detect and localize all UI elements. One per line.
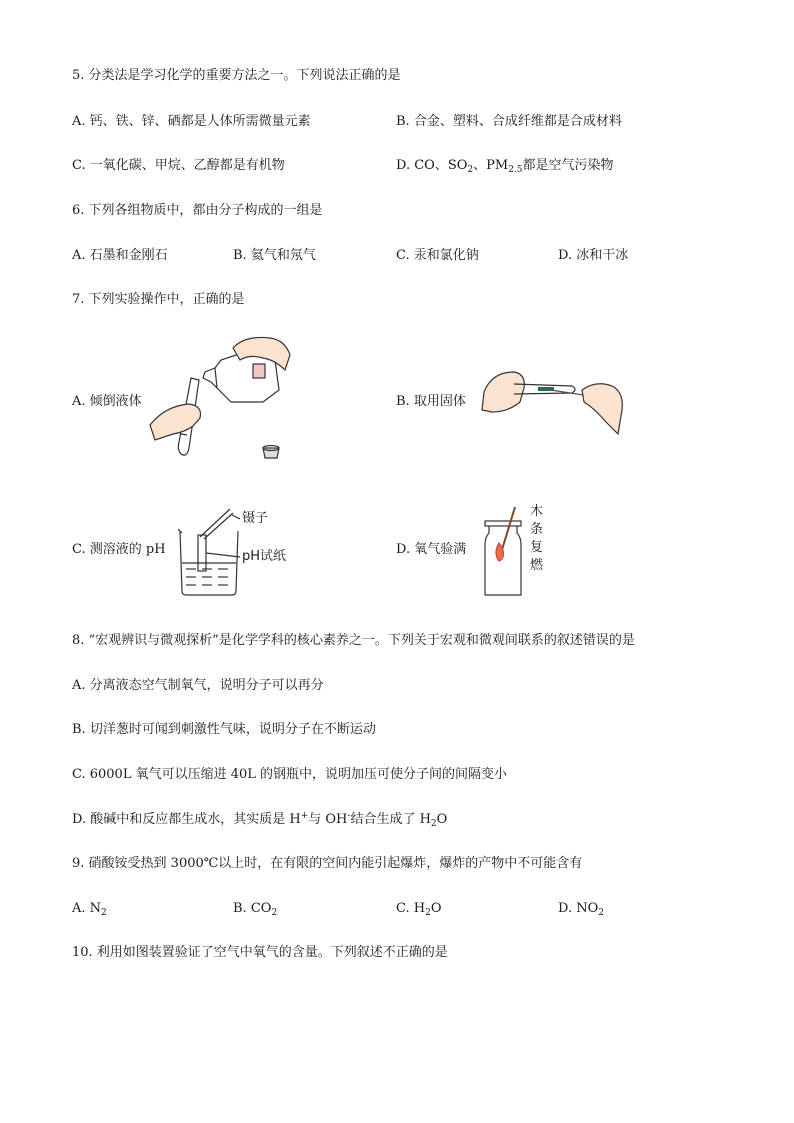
q6-option-c: C. 汞和氯化钠 — [396, 248, 479, 263]
q7-option-c: C. 测溶液的 pH — [72, 542, 166, 557]
q9-option-c: C. $H_2O$ — [396, 901, 442, 918]
q7-option-d: D. 氧气验满 — [396, 542, 467, 557]
q10-stem: 10. 利用如图装置验证了空气中氧气的含量。下列叙述不正确的是 — [72, 945, 448, 960]
q5-option-b: B. 合金、塑料、合成纤维都是合成材料 — [396, 114, 622, 129]
q8-option-b: B. 切洋葱时可闻到刺激性气味，说明分子在不断运动 — [72, 722, 376, 737]
q7-option-b: B. 取用固体 — [396, 394, 466, 409]
q7-stem: 7. 下列实验操作中，正确的是 — [72, 292, 245, 307]
q6-stem: 6. 下列各组物质中，都由分子构成的一组是 — [72, 203, 323, 218]
oxygen-test-figure — [483, 505, 525, 597]
tweezers-label: 镊子 — [242, 511, 269, 526]
q5-option-d: D. CO、$SO_2$、$PM_{2.5}$都是空气污染物 — [396, 158, 614, 175]
q6-option-d: D. 冰和干冰 — [558, 248, 629, 263]
q5-stem: 5. 分类法是学习化学的重要方法之一。下列说法正确的是 — [72, 68, 401, 83]
q9-option-a: A. $N_2$ — [72, 901, 107, 918]
q8-option-a: A. 分离液态空气制氧气，说明分子可以再分 — [72, 678, 324, 693]
wood-splint-label: 木 条 复 燃 — [530, 504, 544, 573]
pouring-liquid-figure — [145, 330, 295, 465]
q7-option-a: A. 倾倒液体 — [72, 394, 142, 409]
q9-option-b: B. $CO_2$ — [233, 901, 278, 918]
q5-option-a: A. 钙、铁、锌、硒都是人体所需微量元素 — [72, 114, 311, 129]
q9-option-d: D. $NO_2$ — [558, 901, 604, 918]
q6-option-a: A. 石墨和金刚石 — [72, 248, 168, 263]
taking-solid-figure — [478, 362, 628, 442]
q8-option-d: D. 酸碱中和反应都生成水，其实质是 H+与 OH-结合生成了 $H_2O$ — [72, 811, 448, 829]
ph-test-figure — [178, 505, 240, 597]
ph-paper-label: pH试纸 — [242, 549, 287, 564]
q8-stem: 8. “宏观辨识与微观探析”是化学学科的核心素养之一。下列关于宏观和微观间联系的叙述错误的是 — [72, 633, 635, 648]
q9-stem: 9. 硝酸铵受热到 3000℃以上时，在有限的空间内能引起爆炸，爆炸的产物中不可能含有 — [72, 856, 583, 871]
q6-option-b: B. 氦气和氖气 — [233, 248, 316, 263]
q5-option-c: C. 一氧化碳、甲烷、乙醇都是有机物 — [72, 158, 285, 173]
q8-option-c: C. 6000L 氧气可以压缩进 40L 的钢瓶中，说明加压可使分子间的间隔变小 — [72, 767, 508, 782]
